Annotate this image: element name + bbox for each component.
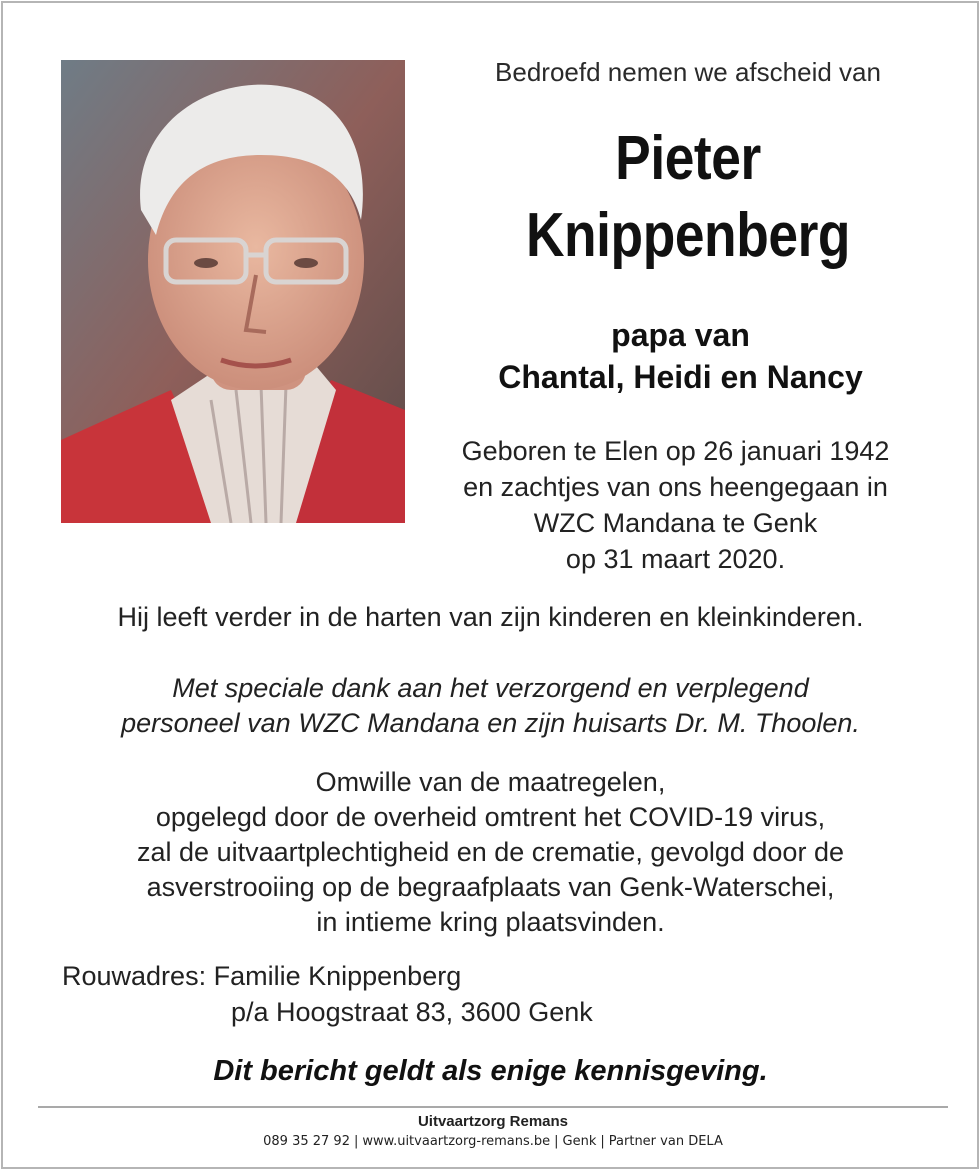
covid-line: in intieme kring plaatsvinden. [316, 907, 665, 937]
thanks-line: Met speciale dank aan het verzorgend en verplegend [172, 673, 809, 703]
mourning-address-name: Rouwadres: Familie Knippenberg [62, 961, 462, 991]
funeral-home-name: Uitvaartzorg Remans [417, 1113, 569, 1130]
separator: | [353, 1134, 359, 1149]
death-line-3: op 31 maart 2020. [565, 544, 786, 574]
birth-death-details [403, 433, 948, 577]
thanks-text [33, 671, 948, 741]
footer-divider [38, 1106, 948, 1108]
first-name: Pieter [615, 124, 761, 193]
intro-text: Bedroefd nemen we afscheid van [495, 57, 881, 87]
city: Genk [562, 1134, 597, 1149]
portrait-photo [61, 60, 405, 523]
obituary-card [1, 1, 979, 1169]
death-line-2: WZC Mandana te Genk [533, 508, 818, 538]
partner: Partner van DELA [608, 1134, 723, 1149]
thanks-line: personeel van WZC Mandana en zijn huisarts Dr. M. Thoolen. [121, 708, 860, 738]
last-name: Knippenberg [525, 201, 851, 270]
birth-line: Geboren te Elen op 26 januari 1942 [461, 436, 890, 466]
death-line-1: en zachtjes van ons heengegaan in [463, 472, 888, 502]
relation-line-1: papa van [611, 317, 750, 353]
funeral-home-contact [38, 1134, 948, 1149]
portrait-image [61, 60, 405, 523]
covid-notice [33, 765, 948, 940]
phone-number: 089 35 27 92 [263, 1134, 350, 1149]
website-link[interactable]: www.uitvaartzorg-remans.be [362, 1134, 551, 1149]
relation-children: Chantal, Heidi en Nancy [498, 359, 863, 395]
mourning-address-street: p/a Hoogstraat 83, 3600 Genk [231, 997, 593, 1027]
covid-line: asverstrooiing op de begraafplaats van Genk-Waterschei, [146, 872, 835, 902]
covid-line: opgelegd door de overheid omtrent het COVID-19 virus, [155, 802, 826, 832]
lives-on-text: Hij leeft verder in de harten van zijn kinderen en kleinkinderen. [117, 602, 864, 632]
separator: | [600, 1134, 605, 1149]
covid-line: Omwille van de maatregelen, [315, 767, 666, 797]
covid-line: zal de uitvaartplechtigheid en de crematie, gevolgd door de [137, 837, 844, 867]
separator: | [554, 1134, 559, 1149]
final-notice: Dit bericht geldt als enige kennisgeving. [213, 1055, 768, 1087]
